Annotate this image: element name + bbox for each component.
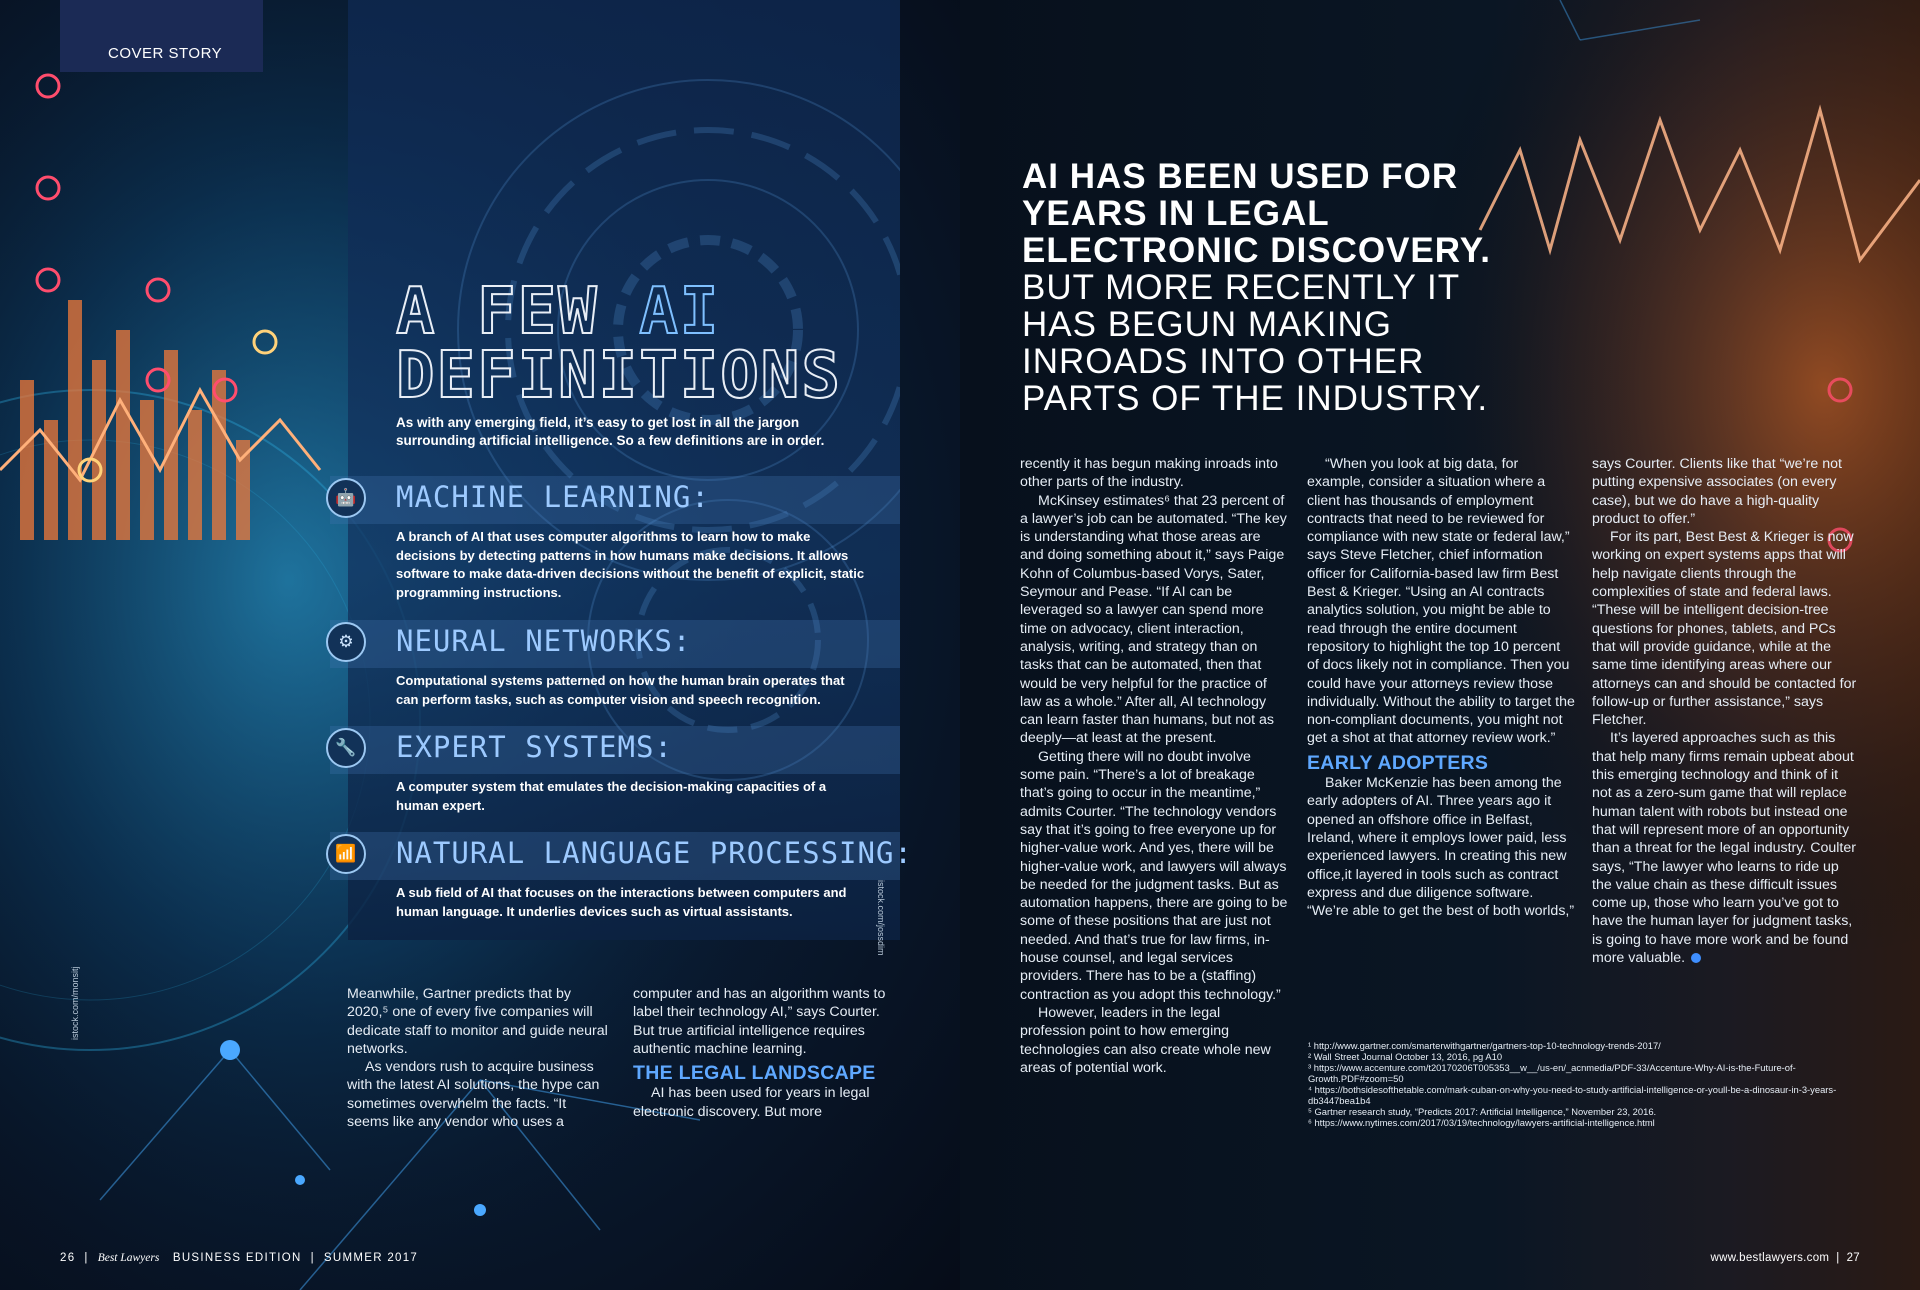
paragraph: says Courter. Clients like that “we’re not putting expensive associates (on every case), but we do have a high-quality product to offer.”	[1592, 456, 1842, 527]
gears-icon: ⚙	[326, 622, 366, 662]
definitions-intro: As with any emerging field, it’s easy to get lost in all the jargon surrounding artificial intelligence. So a few definitions are in order.	[396, 415, 825, 448]
definition-heading-neural-networks: NEURAL NETWORKS:	[396, 624, 692, 658]
right-folio: www.bestlawyers.com | 27	[1710, 1252, 1860, 1264]
definitions-sidebar	[335, 0, 913, 940]
left-body-column-1	[347, 985, 609, 1131]
section-tab	[60, 0, 263, 72]
pull-quote-strong: AI HAS BEEN USED FOR YEARS IN LEGAL ELECTRONIC DISCOVERY.	[1022, 157, 1491, 270]
definition-text-machine-learning: A branch of AI that uses computer algorithms to learn how to make decisions by detecting patterns in how humans make decisions. It allows software to make data-driven decisions without the benefit of explicit, static programming instructions.	[396, 529, 865, 600]
paragraph: However, leaders in the legal profession point to how emerging technologies can also create whole new areas of potential work.	[1020, 1004, 1271, 1076]
footnote: ¹ http://www.gartner.com/smarterwithgartner/gartners-top-10-technology-trends-2017/	[1308, 1040, 1661, 1051]
paragraph: AI has been used for years in legal electronic discovery. But more	[633, 1085, 870, 1120]
paragraph: Getting there will no doubt involve some pain. “There’s a lot of breakage that’s going to occur in the meantime,” admits Courter. “The technology vendors say that it’s going to free everyone up for higher-value work. And yes, there will be higher-value work, and lawyers will always be needed for the judgment tasks. But as automation happens, there are going to be some of these positions that are just not needed. And that’s true for law firms, in-house counsel, and legal services providers. There has to be a (staffing) contraction as you adopt this technology.”	[1020, 748, 1288, 1003]
right-body-column-2	[1307, 455, 1575, 920]
photo-credit-panel: istock.com/jossdim	[876, 880, 886, 956]
footnote: ⁶ https://www.nytimes.com/2017/03/19/technology/lawyers-artificial-intelligence.html	[1308, 1117, 1655, 1128]
right-body-column-3	[1592, 455, 1860, 967]
page-number: 27	[1846, 1252, 1860, 1264]
left-body-column-2	[633, 985, 895, 1121]
section-tab-label: COVER STORY	[108, 45, 223, 62]
robot-icon: 🤖	[326, 478, 366, 518]
footnotes	[1308, 1040, 1868, 1128]
paragraph: For its part, Best Best & Krieger is now working on expert systems apps that will help navigate clients through the complexities of state and federal laws. “These will be intelligent decision-tree questions for phones, tablets, and PCs that will provide guidance, while at the same time identifying areas where our attorneys can and should be contacted for follow-up or further assistance,” says Fletcher.	[1592, 529, 1857, 729]
footnote: ³ https://www.accenture.com/t20170206T005353__w__/us-en/_acnmedia/PDF-33/Accenture-Why-AI-is-the-Future-of-Growth.PDF#zoom=50	[1308, 1062, 1796, 1084]
definition-heading-machine-learning: MACHINE LEARNING:	[396, 480, 710, 514]
section-heading-early-adopters: EARLY ADOPTERS	[1307, 751, 1489, 774]
section-heading-legal-landscape: THE LEGAL LANDSCAPE	[633, 1062, 876, 1085]
pull-quote	[1022, 158, 1542, 417]
photo-credit-left: istock.com/monsitj	[70, 966, 80, 1040]
website-link[interactable]: www.bestlawyers.com	[1710, 1252, 1830, 1264]
footnote: ² Wall Street Journal October 13, 2016, pg A10	[1308, 1051, 1503, 1062]
pull-quote-light: BUT MORE RECENTLY IT HAS BEGUN MAKING INROADS INTO OTHER PARTS OF THE INDUSTRY.	[1022, 268, 1489, 418]
definition-text-expert-systems: A computer system that emulates the decision-making capacities of a human expert.	[396, 779, 827, 813]
footnote: ⁴ https://bothsidesofthetable.com/mark-cuban-on-why-you-need-to-study-artificial-intelligence-or-youll-be-a-dinosaur-in-3-years-db3447bea1b4	[1308, 1084, 1837, 1106]
page-number: 26	[60, 1252, 76, 1264]
paragraph: recently it has begun making inroads into other parts of the industry.	[1020, 456, 1278, 491]
brand-logo-text: Best Lawyers	[97, 1252, 160, 1264]
definitions-title: A FEW AI DEFINITIONS	[396, 275, 842, 413]
paragraph: McKinsey estimates⁶ that 23 percent of a lawyer’s job can be automated. “The key is understanding what those areas are and doing something about it,” says Paige Kohn of Columbus-based Vorys, Sater, Seymour and Pease. “If AI can be leveraged so a lawyer can spend more time on advocacy, client interaction, analysis, writing, and strategy than on tasks that can be automated, then that would be very helpful for the practice of law as a whole.” After all, AI technology can learn faster than humans, but not as deeply—at least at the present.	[1020, 492, 1287, 747]
right-page	[960, 0, 1920, 1290]
paragraph: Meanwhile, Gartner predicts that by 2020,⁵ one of every five companies will dedicate staff to monitor and guide neural networks.	[347, 986, 608, 1057]
paragraph: computer and has an algorithm wants to label their technology AI,” says Courter. But true artificial intelligence requires authentic machine learning.	[633, 986, 886, 1057]
wifi-signal-icon: 📶	[326, 834, 366, 874]
issue-label: SUMMER 2017	[323, 1252, 419, 1264]
definition-text-natural-language-processing: A sub field of AI that focuses on the interactions between computers and human language. It underlies devices such as virtual assistants.	[396, 885, 847, 919]
paragraph: Baker McKenzie has been among the early adopters of AI. Three years ago it opened an offshore office in Belfast, Ireland, where it employs lower paid, less experienced lawyers. In creating this new office,it layered in tools such as contract express and due diligence software. “We’re able to get the best of both worlds,”	[1307, 775, 1575, 920]
right-body-column-1	[1020, 455, 1288, 1077]
definition-heading-natural-language-processing: NATURAL LANGUAGE PROCESSING:	[396, 836, 913, 870]
wrench-icon: 🔧	[326, 728, 366, 768]
edition-label: BUSINESS EDITION	[172, 1252, 302, 1264]
paragraph: As vendors rush to acquire business with the latest AI solutions, the hype can sometimes overwhelm the facts. “It seems like any vendor who uses a	[347, 1059, 600, 1131]
left-folio: 26 | Best Lawyers BUSINESS EDITION | SUMMER 2017	[60, 1252, 419, 1264]
end-mark-icon	[1691, 953, 1701, 963]
paragraph: “When you look at big data, for example, consider a situation where a client has thousands of employment contracts that need to be reviewed for compliance with new state or federal law,” says Steve Fletcher, chief information officer for California-based law firm Best Best & Krieger. “Using an AI contracts analytics solution, you might be able to read through the entire document repository to highlight the top 10 percent of docs likely not in compliance. Then you could have your attorneys review those individually. Without the ability to target the non-compliant documents, you might not get a shot at that attorney review work.”	[1307, 456, 1575, 747]
definition-text-neural-networks: Computational systems patterned on how the human brain operates that can perform tasks, such as computer vision and speech recognition.	[396, 673, 845, 707]
paragraph: It’s layered approaches such as this that help many firms remain upbeat about this emerging technology and think of it not as a zero-sum game that will replace human talent with robots but instead one that will represent more of an opportunity than a threat for the legal industry. Coulter says, “The lawyer who learns to ride up the value chain as these difficult issues come up, those who learn you’ve got to have the human layer for judgment tasks, is going to have more work and be found more valuable.	[1592, 730, 1856, 967]
footnote: ⁵ Gartner research study, “Predicts 2017: Artificial Intelligence,” November 23, 2016.	[1308, 1106, 1657, 1117]
definition-heading-expert-systems: EXPERT SYSTEMS:	[396, 730, 673, 764]
